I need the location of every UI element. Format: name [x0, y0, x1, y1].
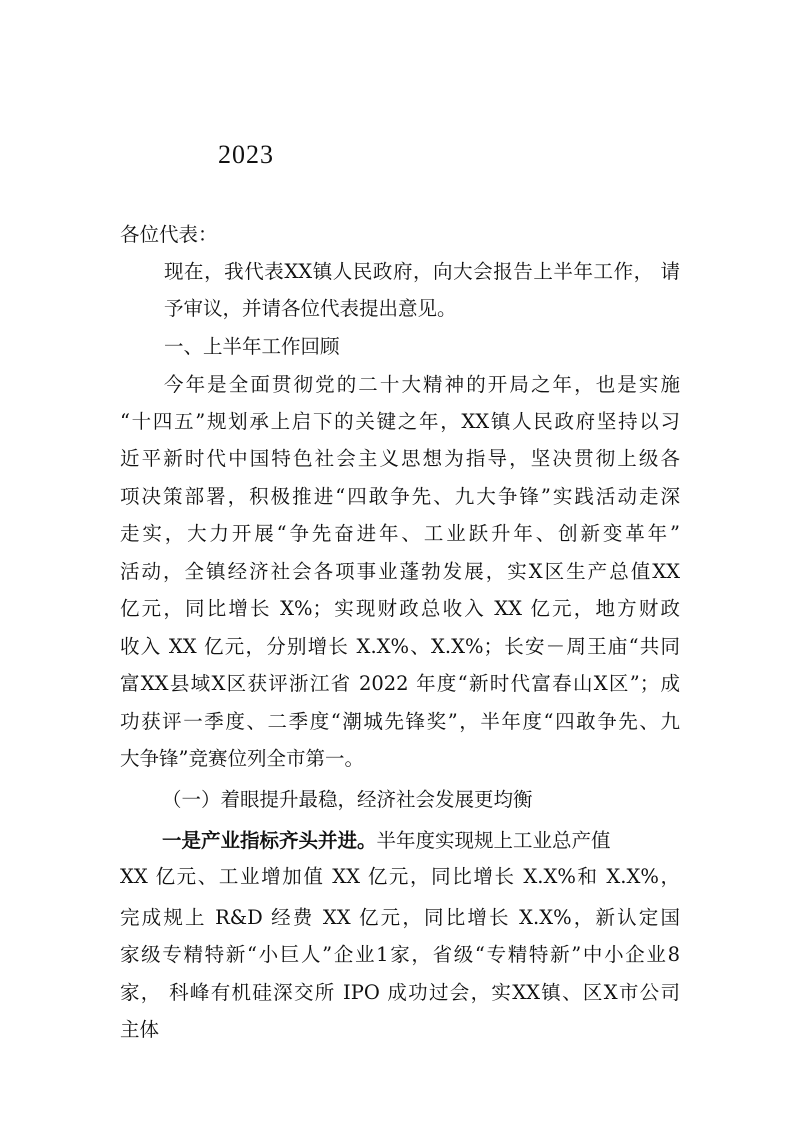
- paragraph-line: 近平新时代中国特色社会主义思想为指导，坚决贯彻上级各: [120, 447, 680, 470]
- paragraph-line: 亿元，同比增长 X%；实现财政总收入 XX 亿元，地方财政: [120, 597, 680, 620]
- point-text: 半年度实现规上工业总产值: [376, 829, 611, 852]
- subsection-heading: （一）着眼提升最稳，经济社会发展更均衡: [162, 788, 533, 811]
- paragraph-line: 收入 XX 亿元，分别增长 X.X%、X.X%；长安－周王庙“共同: [120, 635, 680, 658]
- paragraph-line: “十四五”规划承上启下的关键之年，XX镇人民政府坚持以习: [120, 410, 680, 433]
- paragraph-line: 富XX县域X区获评浙江省 2022 年度“新时代富春山X区”；成: [120, 672, 680, 695]
- paragraph-line: 大争锋”竞赛位列全市第一。: [120, 747, 364, 770]
- salutation: 各位代表：: [120, 223, 218, 246]
- opening-line: 予审议，并请各位代表提出意见。: [164, 297, 457, 320]
- paragraph-line: 功获评一季度、二季度“潮城先锋奖”，半年度“四敢争先、九: [120, 710, 680, 733]
- paragraph-line: 完成规上 R&D 经费 XX 亿元，同比增长 X.X%，新认定国: [120, 906, 680, 929]
- point-first-line: [162, 828, 682, 854]
- section-heading: 一、上半年工作回顾: [164, 335, 340, 358]
- paragraph-line: 活动，全镇经济社会各项事业蓬勃发展，实X区生产总值XX: [120, 560, 680, 583]
- paragraph-line: XX 亿元、工业增加值 XX 亿元，同比增长 X.X%和 X.X%，: [120, 865, 680, 888]
- paragraph-line: 家， 科峰有机硅深交所 IPO 成功过会，实XX镇、区X市公司: [120, 981, 680, 1004]
- point-lead: 一是产业指标齐头并进。: [162, 829, 377, 852]
- paragraph-line: 走实，大力开展“争先奋进年、工业跃升年、创新变革年”: [120, 522, 680, 545]
- paragraph-line: 家级专精特新“小巨人”企业1家，省级“专精特新”中小企业8: [120, 943, 680, 966]
- document-year: 2023: [218, 140, 274, 169]
- opening-line: 现在，我代表XX镇人民政府，向大会报告上半年工作， 请: [164, 260, 680, 283]
- paragraph-line: 主体: [120, 1018, 160, 1041]
- paragraph-line: 项决策部署，积极推进“四敢争先、九大争锋”实践活动走深: [120, 485, 680, 508]
- paragraph-line: 今年是全面贯彻党的二十大精神的开局之年，也是实施: [164, 373, 680, 396]
